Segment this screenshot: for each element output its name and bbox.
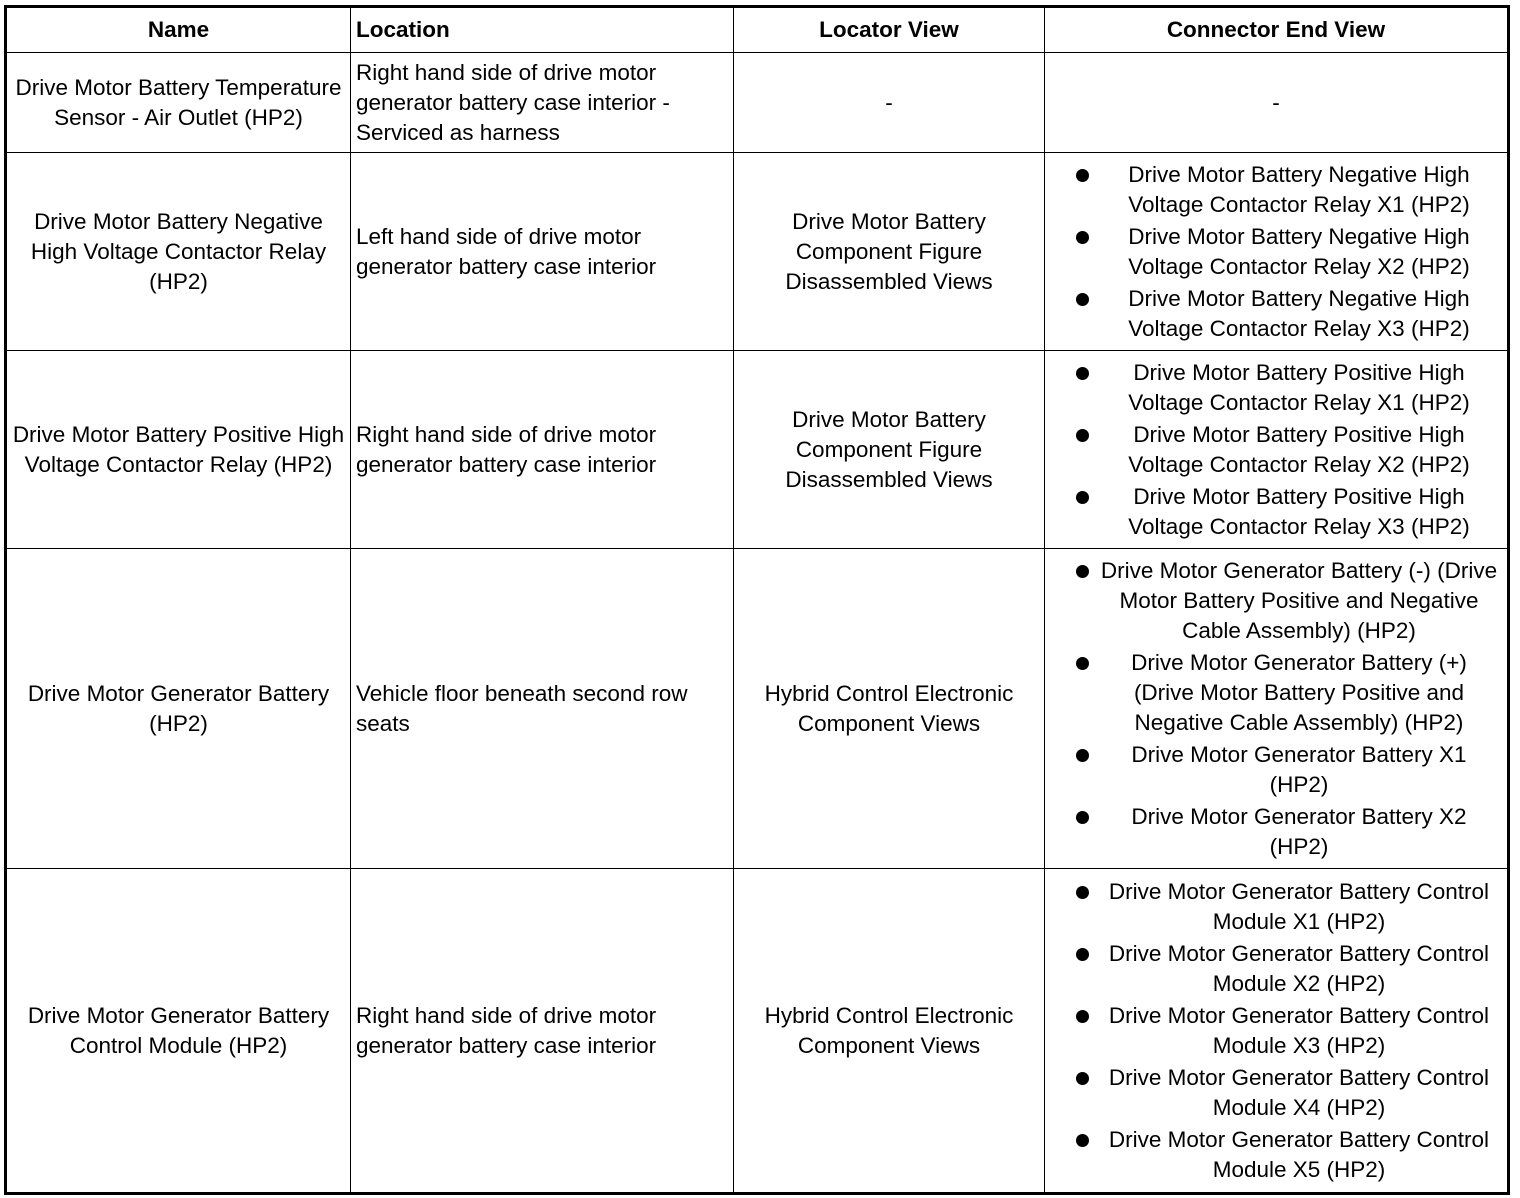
- connector-item: [1050, 1125, 1502, 1185]
- cell-connector-end-view: [1045, 869, 1509, 1194]
- table-row: [6, 549, 1509, 869]
- connector-item: [1050, 1001, 1502, 1061]
- table-row: [6, 53, 1509, 153]
- connector-link[interactable]: Drive Motor Generator Battery Control Module X1 (HP2): [1108, 878, 1490, 934]
- connector-item: [1050, 284, 1502, 344]
- table-row: [6, 869, 1509, 1194]
- cell-locator-view: [734, 351, 1045, 549]
- connector-link[interactable]: Drive Motor Generator Battery (+) (Drive Motor Battery Positive and Negative Cable Assembly) (HP2): [1131, 649, 1467, 735]
- bullet-icon: [1076, 367, 1089, 380]
- connector-link[interactable]: Drive Motor Generator Battery X2 (HP2): [1131, 803, 1467, 859]
- locator-view-link[interactable]: Drive Motor Battery Component Figure Disassembled Views: [785, 208, 993, 294]
- cell-name: Drive Motor Generator Battery (HP2): [6, 549, 351, 869]
- cell-locator-view: [734, 869, 1045, 1194]
- bullet-icon: [1076, 293, 1089, 306]
- locator-view-link[interactable]: Drive Motor Battery Component Figure Disassembled Views: [785, 406, 993, 492]
- cell-location: Right hand side of drive motor generator battery case interior: [351, 351, 734, 549]
- cell-connector-end-view: [1045, 351, 1509, 549]
- bullet-icon: [1076, 657, 1089, 670]
- cell-connector-end-view: [1045, 549, 1509, 869]
- bullet-icon: [1076, 169, 1089, 182]
- cell-name: Drive Motor Battery Negative High Voltage Contactor Relay (HP2): [6, 153, 351, 351]
- connector-item: [1050, 420, 1502, 480]
- locator-view-link[interactable]: Hybrid Control Electronic Component Views: [764, 680, 1014, 736]
- connector-link[interactable]: Drive Motor Battery Positive High Voltage Contactor Relay X1 (HP2): [1128, 359, 1470, 415]
- connector-link[interactable]: Drive Motor Generator Battery Control Module X2 (HP2): [1108, 940, 1490, 996]
- bullet-icon: [1076, 886, 1089, 899]
- connector-list: [1050, 556, 1502, 862]
- bullet-icon: [1076, 429, 1089, 442]
- cell-locator-view: -: [734, 53, 1045, 153]
- header-row: [6, 7, 1509, 53]
- bullet-icon: [1076, 1010, 1089, 1023]
- bullet-icon: [1076, 1072, 1089, 1085]
- cell-connector-end-view: [1045, 153, 1509, 351]
- connector-link[interactable]: Drive Motor Battery Negative High Voltage Contactor Relay X3 (HP2): [1128, 285, 1470, 341]
- cell-location: Right hand side of drive motor generator battery case interior: [351, 869, 734, 1194]
- connector-link[interactable]: Drive Motor Battery Positive High Voltage Contactor Relay X2 (HP2): [1128, 421, 1470, 477]
- connector-item: [1050, 1063, 1502, 1123]
- component-locator-table: [4, 5, 1510, 1195]
- connector-item: [1050, 222, 1502, 282]
- table-row: [6, 153, 1509, 351]
- header-location: Location: [351, 7, 734, 53]
- header-name: Name: [6, 7, 351, 53]
- bullet-icon: [1076, 948, 1089, 961]
- table-row: [6, 351, 1509, 549]
- bullet-icon: [1076, 749, 1089, 762]
- connector-link[interactable]: Drive Motor Battery Negative High Voltage Contactor Relay X1 (HP2): [1128, 161, 1470, 217]
- connector-item: [1050, 740, 1502, 800]
- bullet-icon: [1076, 1134, 1089, 1147]
- connector-link[interactable]: Drive Motor Generator Battery Control Module X4 (HP2): [1108, 1064, 1490, 1120]
- cell-connector-end-view: -: [1045, 53, 1509, 153]
- connector-list: [1050, 160, 1502, 344]
- connector-item: [1050, 802, 1502, 862]
- connector-link[interactable]: Drive Motor Generator Battery Control Module X3 (HP2): [1108, 1002, 1490, 1058]
- bullet-icon: [1076, 491, 1089, 504]
- connector-item: [1050, 482, 1502, 542]
- bullet-icon: [1076, 231, 1089, 244]
- header-locator-view: Locator View: [734, 7, 1045, 53]
- connector-item: [1050, 358, 1502, 418]
- header-connector-end-view: Connector End View: [1045, 7, 1509, 53]
- connector-link[interactable]: Drive Motor Generator Battery X1 (HP2): [1131, 741, 1467, 797]
- connector-item: [1050, 160, 1502, 220]
- cell-location: Right hand side of drive motor generator battery case interior - Serviced as harness: [351, 53, 734, 153]
- connector-item: [1050, 556, 1502, 646]
- cell-name: Drive Motor Battery Positive High Voltage Contactor Relay (HP2): [6, 351, 351, 549]
- cell-name: Drive Motor Generator Battery Control Module (HP2): [6, 869, 351, 1194]
- connector-link[interactable]: Drive Motor Generator Battery (-) (Drive Motor Battery Positive and Negative Cable Assembly) (HP2): [1100, 557, 1498, 643]
- connector-link[interactable]: Drive Motor Generator Battery Control Module X5 (HP2): [1108, 1126, 1490, 1182]
- connector-list: [1050, 877, 1502, 1185]
- cell-location: Vehicle floor beneath second row seats: [351, 549, 734, 869]
- cell-location: Left hand side of drive motor generator battery case interior: [351, 153, 734, 351]
- connector-link[interactable]: Drive Motor Battery Positive High Voltage Contactor Relay X3 (HP2): [1128, 483, 1470, 539]
- bullet-icon: [1076, 811, 1089, 824]
- connector-item: [1050, 939, 1502, 999]
- cell-locator-view: [734, 549, 1045, 869]
- connector-list: [1050, 358, 1502, 542]
- connector-link[interactable]: Drive Motor Battery Negative High Voltage Contactor Relay X2 (HP2): [1128, 223, 1470, 279]
- bullet-icon: [1076, 565, 1089, 578]
- locator-view-link[interactable]: Hybrid Control Electronic Component Views: [764, 1002, 1014, 1058]
- connector-item: [1050, 877, 1502, 937]
- cell-locator-view: [734, 153, 1045, 351]
- cell-name: Drive Motor Battery Temperature Sensor - Air Outlet (HP2): [6, 53, 351, 153]
- connector-item: [1050, 648, 1502, 738]
